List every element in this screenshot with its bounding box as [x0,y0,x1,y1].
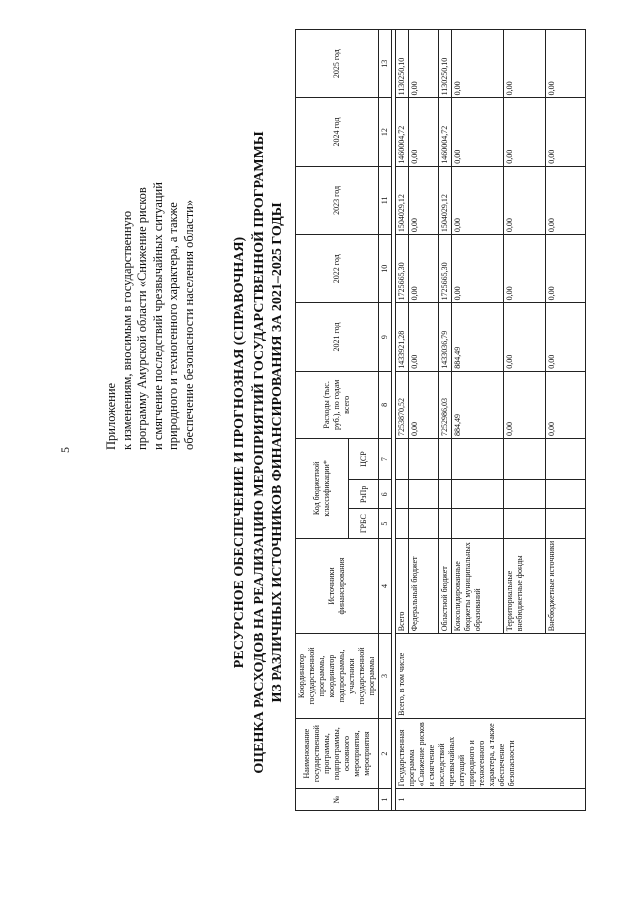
appendix-line: к изменениям, вносимым в государственную [119,210,134,450]
rzpr-cell [439,480,452,509]
page-number: 5 [58,447,72,453]
column-number-row [379,30,392,811]
y2021-cell: 0,00 [546,303,586,371]
y2024-cell: 0,00 [546,98,586,166]
rzpr-cell [452,480,504,509]
source-cell: Областной бюджет [439,538,452,633]
appendix-line: обеспечение безопасности населения области» [181,199,196,450]
grbs-cell [439,509,452,538]
csr-cell [439,438,452,479]
rzpr-cell [396,480,409,509]
header-2024: 2024 год [296,98,379,166]
col-number: 10 [379,235,392,303]
y2023-cell: 1504029,12 [439,166,452,234]
y2024-cell: 0,00 [504,98,546,166]
y2025-cell: 1130250,10 [439,30,452,98]
y2024-cell: 1460004,72 [439,98,452,166]
y2021-cell: 884,49 [452,303,504,371]
col-number: 4 [379,538,392,633]
header-source: Источники финансирования [296,538,379,633]
appendix-line: Приложение [104,382,118,450]
col-number: 1 [379,789,392,811]
total-cell: 884,49 [452,371,504,438]
y2022-cell: 0,00 [504,235,546,303]
title-line-1: РЕСУРСНОЕ ОБЕСПЕЧЕНИЕ И ПРОГНОЗНАЯ (СПРАВОЧНАЯ) [232,236,247,669]
y2022-cell: 1725665,30 [439,235,452,303]
header-num: № [296,789,379,811]
resource-table [295,29,586,811]
appendix-line: природного и техногенного характера, а также [166,202,180,450]
grbs-cell [452,509,504,538]
csr-cell [409,438,439,479]
y2021-cell: 1433036,79 [439,303,452,371]
col-number: 13 [379,30,392,98]
table-row [396,30,409,811]
grbs-cell [504,509,546,538]
col-number: 6 [379,480,392,509]
grbs-cell [546,509,586,538]
col-number: 9 [379,303,392,371]
y2022-cell: 0,00 [546,235,586,303]
csr-cell [546,438,586,479]
y2024-cell: 0,00 [452,98,504,166]
total-cell: 7253870,52 [396,371,409,438]
y2023-cell: 0,00 [452,166,504,234]
y2023-cell: 0,00 [504,166,546,234]
header-rzpr: РзПр [349,480,379,509]
source-cell: Территориальные внебюджетные фонды [504,538,546,633]
header-coordinator: Координатор государственной программы, координатор подпрограммы, участники государственной программы [296,634,379,719]
appendix-block [104,140,197,450]
y2025-cell: 0,00 [409,30,439,98]
rzpr-cell [504,480,546,509]
csr-cell [452,438,504,479]
rzpr-cell [409,480,439,509]
header-2022: 2022 год [296,235,379,303]
y2023-cell: 0,00 [546,166,586,234]
col-number: 8 [379,371,392,438]
rzpr-cell [546,480,586,509]
col-number: 5 [379,509,392,538]
title-line-2: ОЦЕНКА РАСХОДОВ НА РЕАЛИЗАЦИЮ МЕРОПРИЯТИЙ ГОСУДАРСТВЕННОЙ ПРОГРАММЫ [252,131,267,774]
y2021-cell: 1433921,28 [396,303,409,371]
y2021-cell: 0,00 [409,303,439,371]
col-number: 12 [379,98,392,166]
source-cell: Федеральный бюджет [409,538,439,633]
col-number: 2 [379,718,392,789]
y2022-cell: 0,00 [409,235,439,303]
appendix-line: и смягчение последствий чрезвычайных ситуаций [150,182,165,450]
header-grbs: ГРБС [349,509,379,538]
csr-cell [504,438,546,479]
header-total: Расходы (тыс. руб.), по годам всего [296,371,379,438]
total-cell: 0,00 [504,371,546,438]
source-cell: Консолидированные бюджеты муниципальных образований [452,538,504,633]
program-name: Государственная программа «Снижение рисков и смягчение последствий чрезвычайных ситуаций природного и техногенного характера, а также обеспечение безопасности [396,718,586,789]
source-cell: Внебюджетные источники [546,538,586,633]
source-cell: Всего [396,538,409,633]
appendix-line: программу Амурской области «Снижение рисков [135,187,149,450]
header-budget-code: Код бюджетной классификации* [296,438,349,538]
y2023-cell: 0,00 [409,166,439,234]
y2023-cell: 1504029,12 [396,166,409,234]
col-number: 7 [379,438,392,479]
header-2025: 2025 год [296,30,379,98]
y2025-cell: 0,00 [546,30,586,98]
header-csr: ЦСР [349,438,379,479]
coordinator-cell: Всего, в том числе [396,634,586,719]
csr-cell [396,438,409,479]
header-2021: 2021 год [296,303,379,371]
y2024-cell: 0,00 [409,98,439,166]
total-cell: 0,00 [546,371,586,438]
total-cell: 0,00 [409,371,439,438]
col-number: 11 [379,166,392,234]
y2025-cell: 1130250,10 [396,30,409,98]
y2025-cell: 0,00 [452,30,504,98]
header-name: Наименование государственной программы, подпрограммы, основного мероприятия, мероприятия [296,718,379,789]
total-cell: 7252986,03 [439,371,452,438]
y2024-cell: 1460004,72 [396,98,409,166]
header-2023: 2023 год [296,166,379,234]
col-number: 3 [379,634,392,719]
y2025-cell: 0,00 [504,30,546,98]
row-number: 1 [396,789,586,811]
title-line-3: ИЗ РАЗЛИЧНЫХ ИСТОЧНИКОВ ФИНАНСИРОВАНИЯ ЗА 2021–2025 ГОДЫ [270,202,285,703]
grbs-cell [396,509,409,538]
grbs-cell [409,509,439,538]
y2022-cell: 0,00 [452,235,504,303]
y2022-cell: 1725665,30 [396,235,409,303]
y2021-cell: 0,00 [504,303,546,371]
